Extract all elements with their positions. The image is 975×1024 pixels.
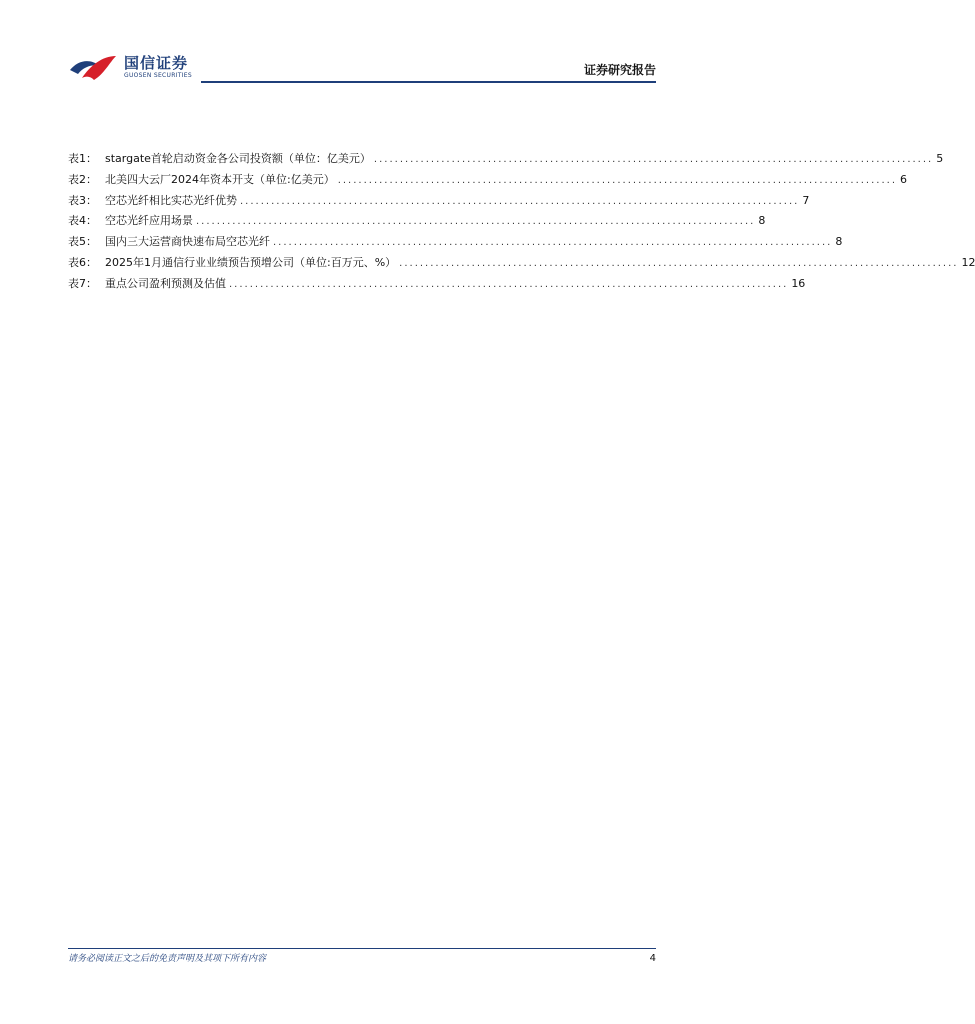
toc-entry-title[interactable]: 北美四大云厂2024年资本开支（单位:亿美元） (105, 172, 335, 186)
toc-entry-title[interactable]: 重点公司盈利预测及估值 (105, 276, 226, 290)
brand-name-en: GUOSEN SECURITIES (124, 72, 193, 79)
page-header (68, 50, 656, 86)
toc-dot-leader: ............................................................................................................ (399, 257, 959, 269)
header-divider (201, 81, 656, 83)
report-type-label: 证券研究报告 (583, 63, 656, 77)
toc-entry-title[interactable]: 2025年1月通信行业业绩预告预增公司（单位:百万元、%） (105, 255, 397, 269)
toc-entry[interactable] (68, 275, 806, 296)
toc-dot-leader: ............................................................................................................ (373, 154, 934, 165)
footer-disclaimer: 请务必阅读正文之后的免责声明及其项下所有内容 (68, 954, 267, 964)
toc-entry-title[interactable]: stargate首轮启动资金各公司投资额（单位：亿美元） (105, 152, 371, 165)
toc-dot-leader: ............................................................................................................ (337, 174, 898, 186)
toc-entry-number: 表2： (68, 172, 97, 186)
toc-entry-title[interactable]: 空芯光纤应用场景 (105, 214, 193, 228)
toc-dot-leader: ............................................................................................................ (229, 278, 789, 290)
brand-name-cn: 国信证券 (124, 54, 189, 72)
guosen-logo (68, 50, 218, 84)
footer-divider (68, 948, 656, 949)
toc-entry-number: 表1： (68, 152, 97, 165)
toc-entry-page[interactable]: 8 (758, 214, 766, 228)
toc-entry-page[interactable]: 16 (791, 276, 806, 290)
toc-entry[interactable] (68, 192, 810, 213)
toc-entry-page[interactable]: 8 (835, 235, 843, 249)
toc-entry-number: 表6： (68, 255, 97, 269)
toc-entry[interactable] (68, 150, 944, 171)
toc-dot-leader: ............................................................................................................ (196, 216, 756, 228)
toc-entry-number: 表5： (68, 235, 97, 249)
toc-entry-title[interactable]: 空芯光纤相比实芯光纤优势 (105, 193, 237, 207)
guosen-logo-icon (68, 52, 118, 82)
toc-entry[interactable] (68, 212, 766, 233)
toc-entry-page[interactable]: 5 (936, 152, 944, 165)
table-of-contents (68, 150, 975, 296)
toc-dot-leader: ............................................................................................................ (240, 195, 800, 207)
toc-entry[interactable] (68, 254, 975, 275)
toc-entry-page[interactable]: 12 (961, 255, 975, 269)
toc-entry[interactable] (68, 233, 843, 254)
toc-entry[interactable] (68, 171, 908, 192)
toc-entry-page[interactable]: 7 (802, 193, 810, 207)
toc-entry-number: 表7： (68, 276, 97, 290)
toc-dot-leader: ............................................................................................................ (273, 237, 833, 249)
toc-entry-number: 表4： (68, 214, 97, 228)
toc-entry-title[interactable]: 国内三大运营商快速布局空芯光纤 (105, 235, 270, 249)
toc-entry-page[interactable]: 6 (900, 172, 908, 186)
page-number: 4 (649, 953, 656, 964)
toc-entry-number: 表3： (68, 193, 97, 207)
